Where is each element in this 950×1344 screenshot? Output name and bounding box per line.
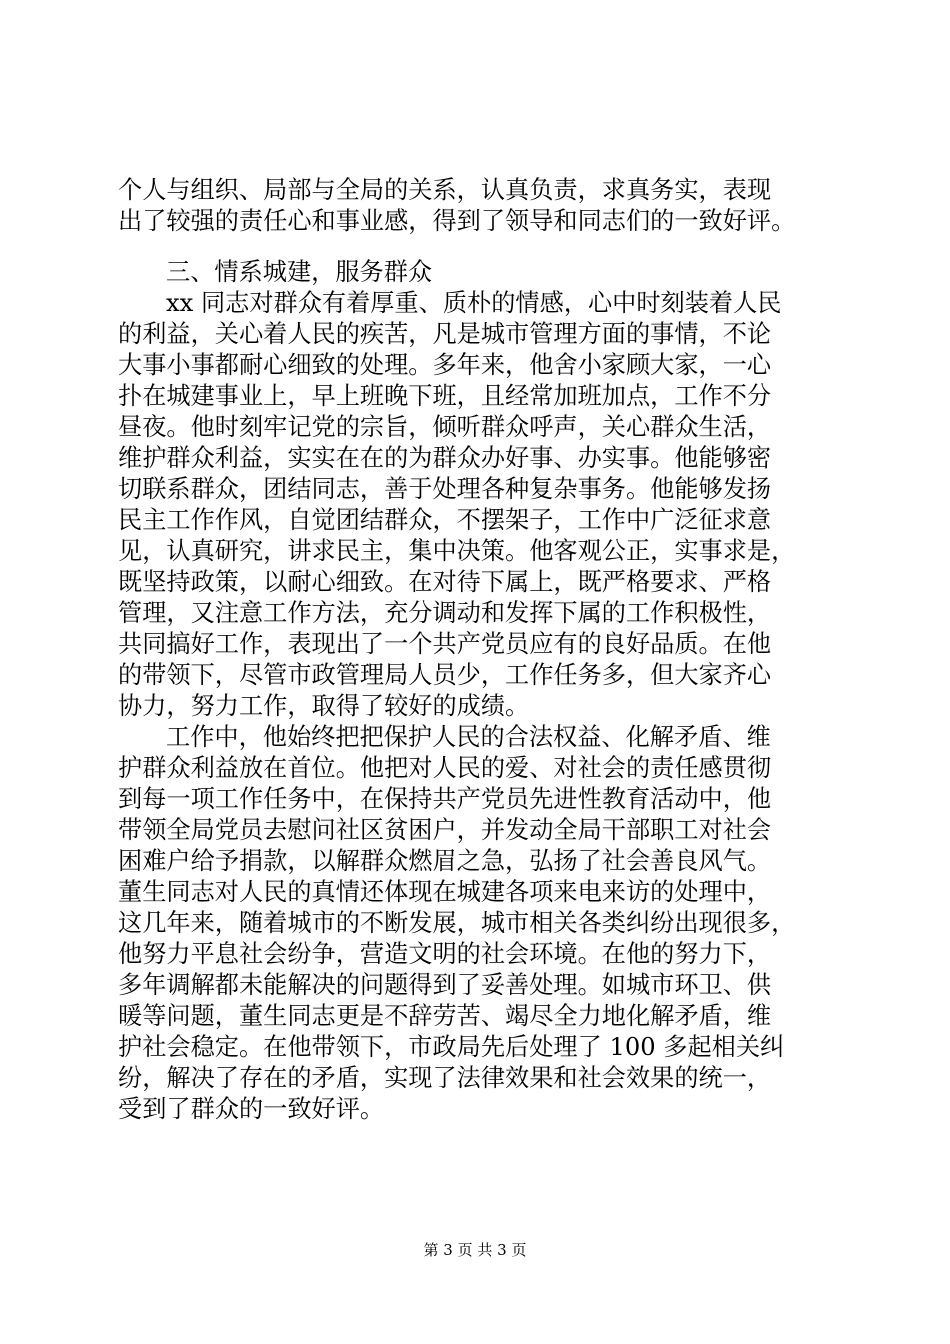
text-line: 共同搞好工作，表现出了一个共产党员应有的良好品质。在他: [118, 630, 772, 658]
page-footer: 第 3 页 共 3 页: [423, 1241, 527, 1259]
document-body: [118, 175, 878, 1125]
text-line: 到每一项工作任务中，在保持共产党员先进性教育活动中，他: [118, 785, 772, 813]
text-line: 维护群众利益，实实在在的为群众办好事、办实事。他能够密: [118, 444, 772, 472]
text-line: 他努力平息社会纷争，营造文明的社会环境。在他的努力下，: [118, 940, 772, 968]
text-line: 切联系群众，团结同志，善于处理各种复杂事务。他能够发扬: [118, 475, 772, 503]
text-line: 出了较强的责任心和事业感，得到了领导和同志们的一致好评。: [118, 207, 796, 235]
text-line: 的带领下，尽管市政管理局人员少，工作任务多，但大家齐心: [118, 661, 772, 689]
text-line: 既坚持政策，以耐心细致。在对待下属上，既严格要求、严格: [118, 568, 772, 596]
text-line: 困难户给予捐款，以解群众燃眉之急，弘扬了社会善良风气。: [118, 847, 772, 875]
text-line: xx 同志对群众有着厚重、质朴的情感，心中时刻装着人民: [166, 289, 782, 317]
text-line: 暖等问题，董生同志更是不辞劳苦、竭尽全力地化解矛盾，维: [118, 1002, 772, 1030]
text-line: 民主工作作风，自觉团结群众，不摆架子，工作中广泛征求意: [118, 506, 772, 534]
text-line: 的利益，关心着人民的疾苦，凡是城市管理方面的事情，不论: [118, 320, 772, 348]
text-line: 见，认真研究，讲求民主，集中决策。他客观公正，实事求是，: [118, 537, 796, 565]
text-line: 这几年来，随着城市的不断发展，城市相关各类纠纷出现很多，: [118, 909, 796, 937]
text-line: 工作中，他始终把把保护人民的合法权益、化解矛盾、维: [166, 723, 771, 751]
text-line: 受到了群众的一致好评。: [118, 1095, 385, 1123]
text-line: 董生同志对人民的真情还体现在城建各项来电来访的处理中，: [118, 878, 772, 906]
text-line: 协力，努力工作，取得了较好的成绩。: [118, 692, 530, 720]
text-line: 大事小事都耐心细致的处理。多年来，他舍小家顾大家，一心: [118, 351, 772, 379]
text-line: 纷，解决了存在的矛盾，实现了法律效果和社会效果的统一，: [118, 1064, 772, 1092]
text-line: 扑在城建事业上，早上班晚下班，且经常加班加点，工作不分: [118, 382, 772, 410]
text-line: 护社会稳定。在他带领下，市政局先后处理了 100 多起相关纠: [118, 1033, 785, 1061]
text-line: 个人与组织、局部与全局的关系，认真负责，求真务实，表现: [118, 176, 772, 204]
text-line: 护群众利益放在首位。他把对人民的爱、对社会的责任感贯彻: [118, 754, 772, 782]
text-line: 多年调解都未能解决的问题得到了妥善处理。如城市环卫、供: [118, 971, 772, 999]
text-line: 管理，又注意工作方法，充分调动和发挥下属的工作积极性，: [118, 599, 772, 627]
paragraph-gap: [118, 237, 878, 257]
text-line: 昼夜。他时刻牢记党的宗旨，倾听群众呼声，关心群众生活，: [118, 413, 772, 441]
text-line: 带领全局党员去慰问社区贫困户，并发动全局干部职工对社会: [118, 816, 772, 844]
section-heading: 三、情系城建，服务群众: [166, 258, 433, 286]
